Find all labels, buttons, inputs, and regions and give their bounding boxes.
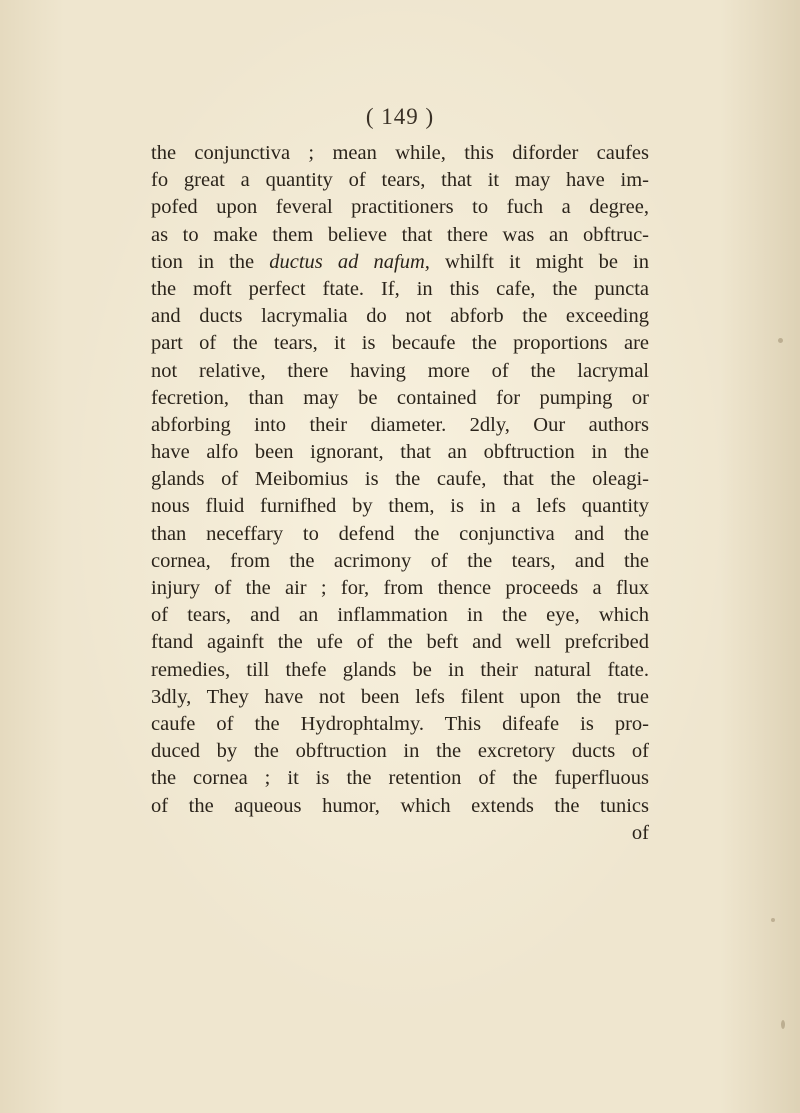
text-run: remedies, till thefe glands be in their natural ftate. bbox=[151, 658, 649, 681]
text-run: whilft it might be in bbox=[429, 250, 649, 273]
text-run: and ducts lacrymalia do not abforb the exceeding bbox=[151, 305, 649, 328]
text-line bbox=[151, 222, 649, 249]
body-text bbox=[151, 140, 649, 847]
text-line bbox=[151, 602, 649, 629]
text-run: have alfo been ignorant, that an obftruction in the bbox=[151, 441, 649, 464]
text-line bbox=[151, 820, 649, 847]
text-run: glands of Meibomius is the caufe, that the oleagi- bbox=[151, 468, 649, 491]
text-run: fecretion, than may be contained for pumping or bbox=[151, 386, 649, 409]
text-run: cornea, from the acrimony of the tears, and the bbox=[151, 549, 649, 572]
text-run: nous fluid furnifhed by them, is in a lefs quantity bbox=[151, 495, 649, 518]
text-line bbox=[151, 140, 649, 167]
paper-spot bbox=[781, 1020, 785, 1029]
text-line bbox=[151, 521, 649, 548]
text-run: injury of the air ; for, from thence proceeds a flux bbox=[151, 577, 649, 599]
text-run: of the aqueous humor, which extends the tunics bbox=[151, 794, 649, 817]
text-line bbox=[151, 493, 649, 520]
text-run: tion in the bbox=[151, 250, 270, 273]
text-run: caufe of the Hydrophtalmy. This difeafe is pro- bbox=[151, 712, 649, 735]
text-run: duced by the obftruction in the excretory ducts of bbox=[151, 740, 649, 763]
text-line bbox=[151, 629, 649, 656]
text-run: the moft perfect ftate. If, in this cafe, the puncta bbox=[151, 277, 649, 300]
page-number: ( 149 ) bbox=[365, 104, 435, 129]
text-line bbox=[151, 249, 649, 276]
text-line bbox=[151, 657, 649, 684]
text-line bbox=[151, 276, 649, 303]
text-line bbox=[151, 303, 649, 330]
italic-phrase: ductus ad nafum, bbox=[269, 250, 430, 273]
text-line bbox=[151, 711, 649, 738]
text-line bbox=[151, 330, 649, 357]
text-line bbox=[151, 738, 649, 765]
text-line bbox=[151, 167, 649, 194]
text-line bbox=[151, 765, 649, 792]
text-run: of tears, and an inflammation in the eye, which bbox=[151, 604, 649, 627]
text-run: 3dly, They have not been lefs filent upon the true bbox=[151, 685, 649, 708]
text-line bbox=[151, 194, 649, 221]
text-run: abforbing into their diameter. 2dly, Our authors bbox=[151, 413, 649, 436]
text-line bbox=[151, 575, 649, 602]
text-run: the cornea ; it is the retention of the fuperfluous bbox=[151, 767, 649, 790]
text-run: fo great a quantity of tears, that it may have im- bbox=[151, 169, 649, 192]
text-run: as to make them believe that there was an obftruc- bbox=[151, 223, 649, 246]
text-line bbox=[151, 548, 649, 575]
text-line bbox=[151, 412, 649, 439]
text-run: pofed upon feveral practitioners to fuch a degree, bbox=[151, 196, 649, 219]
paper-spot bbox=[778, 338, 783, 343]
text-line bbox=[151, 385, 649, 412]
paper-spot bbox=[771, 918, 775, 922]
text-run: part of the tears, it is becaufe the proportions are bbox=[151, 332, 649, 355]
text-line bbox=[151, 358, 649, 385]
text-line bbox=[151, 793, 649, 820]
text-run: not relative, there having more of the lacrymal bbox=[151, 359, 649, 382]
text-run: the conjunctiva ; mean while, this diforder caufes bbox=[151, 142, 649, 164]
text-run: of bbox=[631, 821, 649, 844]
text-line bbox=[151, 466, 649, 493]
text-run: than neceffary to defend the conjunctiva and the bbox=[151, 522, 649, 545]
text-run: ftand againft the ufe of the beft and well prefcribed bbox=[151, 631, 649, 654]
text-line bbox=[151, 684, 649, 711]
text-line bbox=[151, 439, 649, 466]
